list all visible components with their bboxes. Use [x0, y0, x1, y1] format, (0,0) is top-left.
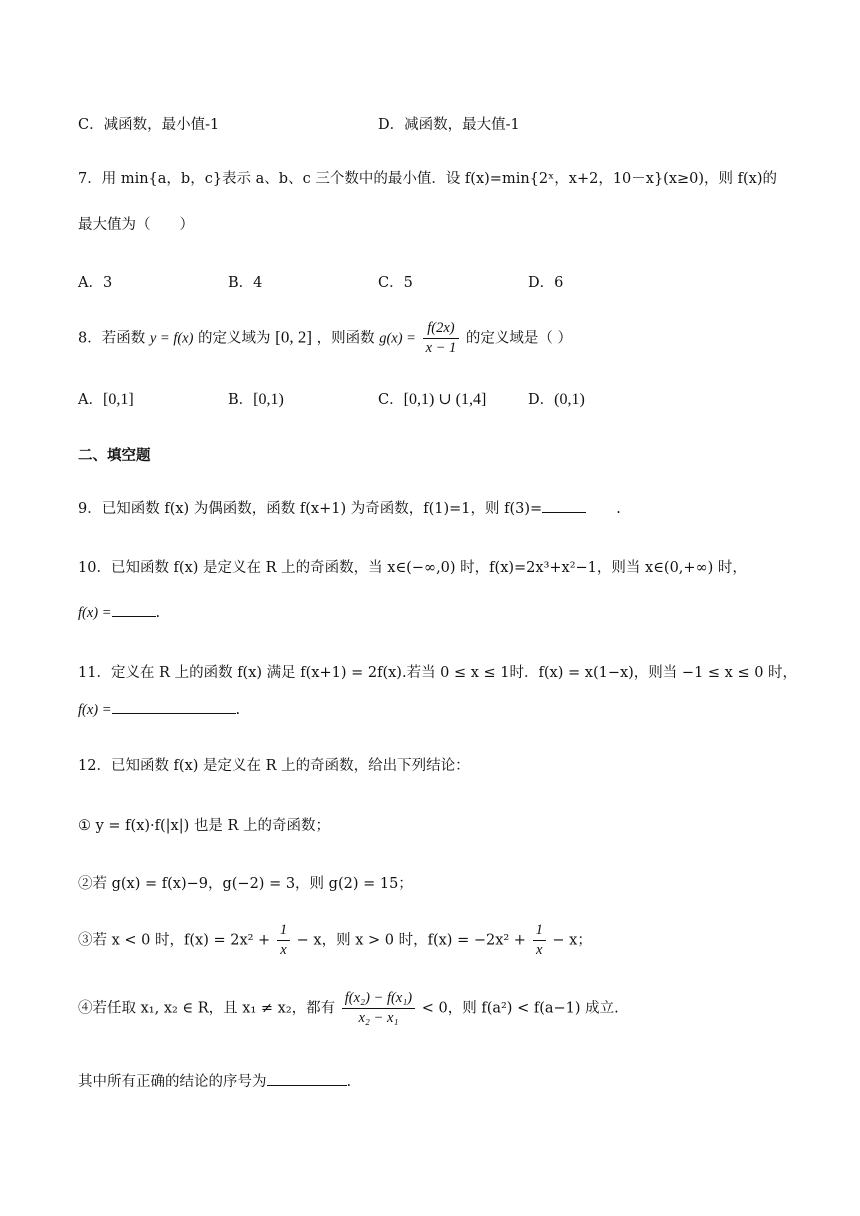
q10-fx: f(x) =: [78, 605, 112, 621]
q7-option-a: A．3: [78, 275, 113, 291]
q7-stem-line1: 7．用 min{a，b，c}表示 a、b、c 三个数中的最小值．设 f(x)=min{2ˣ，x+2，10－x}(x≥0)，则 f(x)的: [78, 171, 777, 187]
q8-option-a-label: A．: [78, 392, 103, 408]
q8-mid1: 的定义域为: [198, 330, 271, 347]
q9-text: 9．已知函数 f(x) 为偶函数，函数 f(x+1) 为奇函数，f(1)=1，则 f(3)=: [78, 501, 543, 517]
q12-ending-text: 其中所有正确的结论的序号为: [78, 1074, 267, 1090]
q8-g: g(x) =: [379, 330, 416, 347]
q6-option-c: C．减函数，最小值-1: [78, 117, 220, 133]
q12-s3-part-c: − x；: [552, 932, 592, 949]
q8-option-b-value: [0,1): [253, 391, 284, 408]
q12-s3-frac2-num: 1: [533, 922, 546, 941]
q12-statement-4: [78, 990, 619, 1027]
q7-option-b: B．4: [228, 275, 263, 291]
q8-option-c-label: C．: [378, 392, 404, 408]
q12-s3-fraction-1: [277, 922, 290, 959]
q8-option-d: [528, 388, 585, 409]
q12-ending: [78, 1070, 351, 1091]
q11-stem-line2: [78, 699, 240, 719]
q8-eq-y: y = f(x): [149, 330, 194, 347]
q12-ending-end: .: [346, 1074, 352, 1090]
q8-fraction-num: f(2x): [423, 320, 460, 339]
q8-prefix: 8．若函数: [78, 330, 146, 347]
q8-option-d-value: (0,1): [554, 391, 585, 408]
q9-end: .: [616, 501, 621, 517]
q6-option-d: D．减函数，最大值-1: [378, 117, 520, 133]
q7-option-d: D．6: [528, 275, 564, 291]
q11-answer-blank[interactable]: [112, 699, 236, 714]
q12-s4-frac-num: f(x₂) − f(x₁): [342, 990, 415, 1009]
q10-stem-line2: [78, 602, 160, 622]
q12-s3-frac1-den: x: [280, 942, 287, 958]
q9-stem: [78, 497, 621, 518]
q12-statement-1: ① y = f(x)·f(|x|) 也是 R 上的奇函数；: [78, 818, 331, 834]
q10-answer-blank[interactable]: [112, 602, 156, 617]
section-heading-fill-blank: 二、填空题: [78, 447, 151, 464]
q11-stem-line1: 11．定义在 R 上的函数 f(x) 满足 f(x+1) = 2f(x).若当 0 ≤ x ≤ 1时．f(x) = x(1−x)，则当 −1 ≤ x ≤ 0 时，: [78, 665, 798, 681]
q12-s3-frac1-num: 1: [277, 922, 290, 941]
q7-stem-line2: 最大值为（ ）: [78, 217, 194, 233]
q12-answer-blank[interactable]: [267, 1071, 347, 1086]
q8-fraction-den: x − 1: [425, 340, 457, 356]
q12-s3-fraction-2: [533, 922, 546, 959]
q8-option-c: [378, 388, 486, 409]
q12-statement-3: [78, 922, 592, 959]
q8-option-b: [228, 388, 284, 409]
q8-option-a-value: [0,1]: [102, 391, 134, 408]
q12-s4-part-b: < 0，则 f(a²) < f(a−1) 成立.: [421, 1000, 619, 1017]
q12-statement-2: ②若 g(x) = f(x)−9，g(−2) = 3，则 g(2) = 15；: [78, 876, 413, 892]
q8-domain: [0, 2]: [275, 327, 312, 347]
q10-stem-line1: 10．已知函数 f(x) 是定义在 R 上的奇函数，当 x∈(−∞,0) 时，f(x)=2x³+x²−1，则当 x∈(0,+∞) 时，: [78, 560, 747, 576]
q8-option-d-label: D．: [528, 392, 555, 408]
q12-s3-frac2-den: x: [535, 942, 543, 958]
q12-s3-part-b: − x，则 x > 0 时，f(x) = −2x² +: [296, 932, 526, 949]
q12-s4-fraction: [342, 990, 415, 1027]
q8-stem: [78, 320, 572, 357]
q10-end: .: [155, 605, 161, 621]
q8-option-b-label: B．: [228, 392, 254, 408]
q7-option-c: C．5: [378, 275, 413, 291]
q9-answer-blank[interactable]: [542, 498, 586, 513]
q11-fx: f(x) =: [78, 702, 112, 718]
q8-suffix: 的定义域是（ ）: [465, 330, 573, 347]
q12-s4-frac-den: x₂ − x₁: [358, 1010, 399, 1026]
q8-option-c-value: [0,1) ∪ (1,4]: [403, 391, 487, 408]
q11-end: .: [235, 702, 241, 718]
q8-option-a: [78, 388, 134, 409]
q8-fraction: [423, 320, 460, 357]
q12-intro: 12．已知函数 f(x) 是定义在 R 上的奇函数，给出下列结论：: [78, 758, 470, 774]
q8-mid2: ，则函数: [316, 330, 375, 347]
q12-s3-part-a: ③若 x < 0 时，f(x) = 2x² +: [78, 932, 271, 949]
q12-s4-part-a: ④若任取 x₁, x₂ ∈ R，且 x₁ ≠ x₂，都有: [78, 1000, 336, 1017]
